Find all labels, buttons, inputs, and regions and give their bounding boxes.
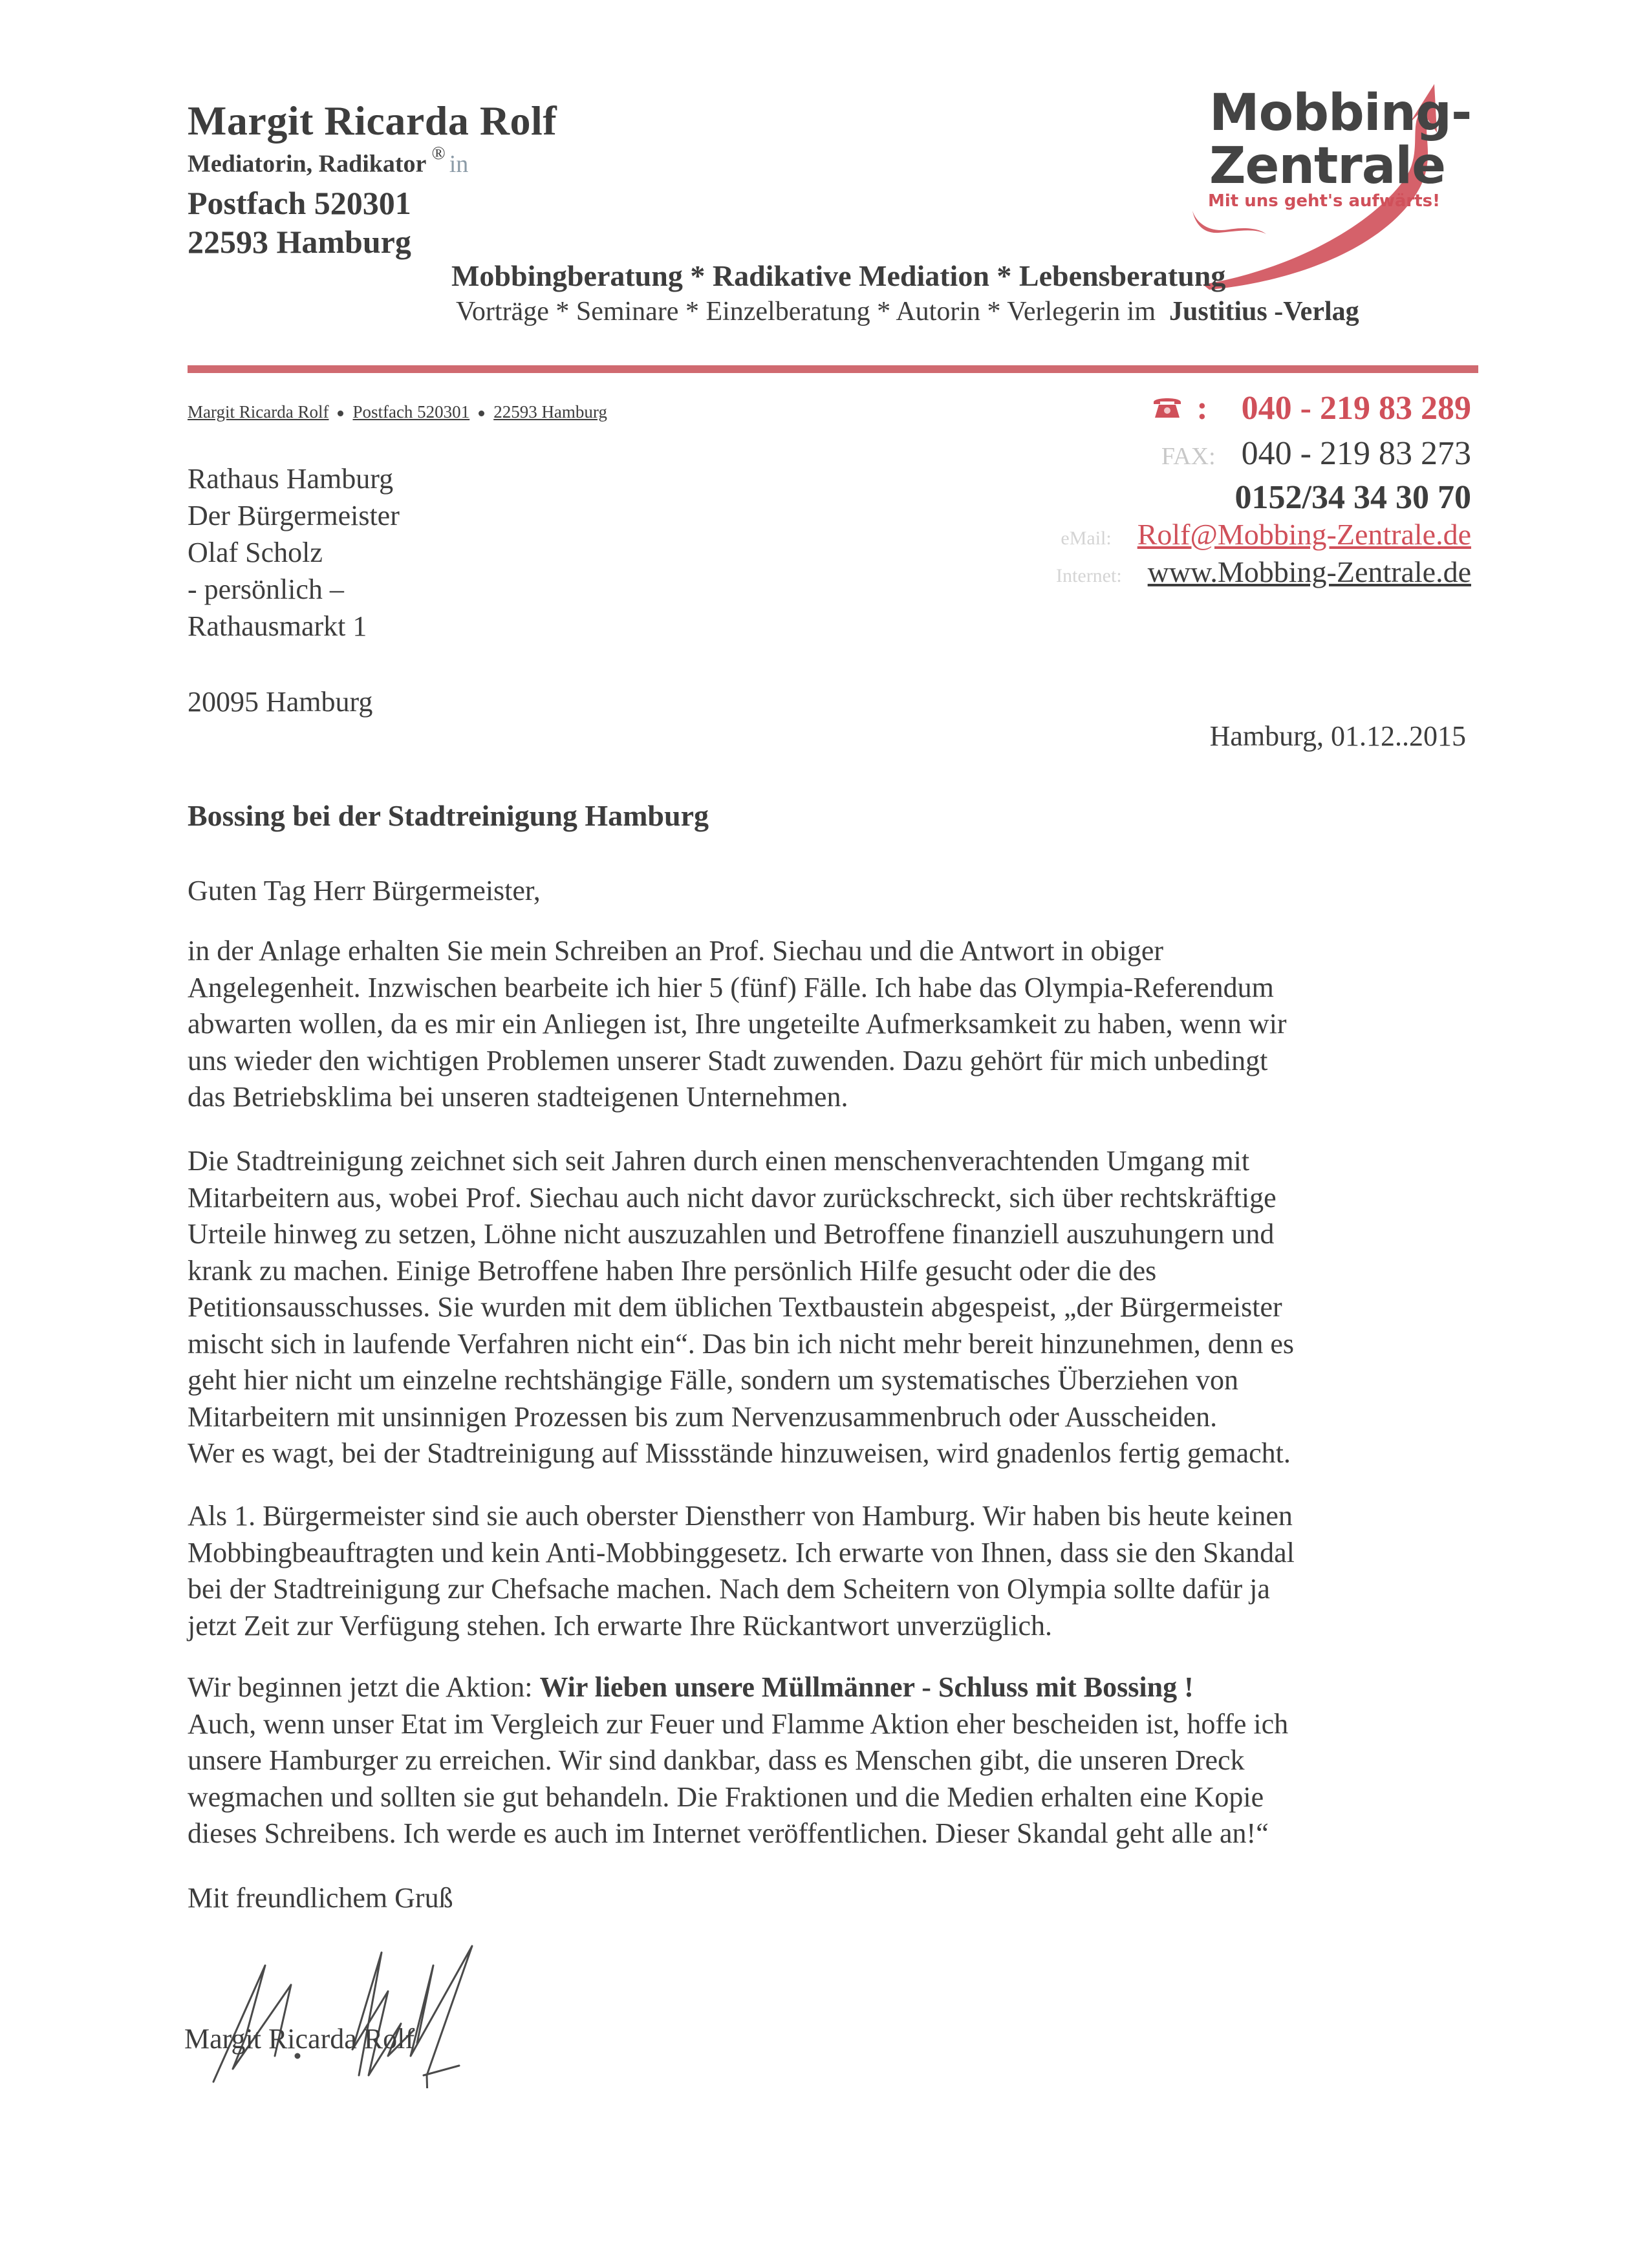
text-line: Petitionsausschusses. Sie wurden mit dem üblichen Textbaustein abgespeist, „der Bürgermeister — [188, 1291, 1282, 1323]
email-row — [1061, 517, 1471, 551]
text-line: jetzt Zeit zur Verfügung stehen. Ich erwarte Ihre Rückantwort unverzüglich. — [188, 1609, 1052, 1642]
text-line: Mitarbeitern mit unsinnigen Prozessen bis zum Nervenzusammenbruch oder Ausscheiden. — [188, 1400, 1218, 1433]
text-line: das Betriebsklima bei unseren stadteigenen Unternehmen. — [188, 1081, 848, 1113]
services-subline — [456, 296, 1359, 327]
email-label: eMail: — [1061, 528, 1112, 549]
mobile-number[interactable]: 0152/34 34 30 70 — [1234, 479, 1471, 516]
sender-city: 22593 Hamburg — [188, 224, 411, 260]
registered-mark: ® — [431, 144, 446, 164]
text-line: krank zu machen. Einige Betroffene haben Ihre persönlich Hilfe gesucht oder die des — [188, 1254, 1157, 1287]
text-line: Auch, wenn unser Etat im Vergleich zur Feuer und Flamme Aktion eher bescheiden ist, hoffe ich — [188, 1707, 1289, 1740]
phone-separator: : — [1196, 390, 1208, 427]
web-row — [1056, 555, 1471, 589]
telephone-icon — [1152, 394, 1182, 419]
letter-date: Hamburg, 01.12..2015 — [1209, 720, 1466, 752]
campaign-intro: Wir beginnen jetzt die Aktion: — [188, 1671, 540, 1703]
recipient-line: Rathaus Hamburg — [188, 463, 394, 495]
return-city: 22593 Hamburg — [493, 402, 607, 422]
phone-number[interactable]: 040 - 219 83 289 — [1241, 390, 1471, 427]
text-line: Mitarbeitern aus, wobei Prof. Siechau auch nicht davor zurückschreckt, sich über rechtskräftige — [188, 1181, 1277, 1214]
signature-icon — [194, 1927, 504, 2088]
campaign-slogan: Wir lieben unsere Müllmänner - Schluss mit Bossing ! — [539, 1671, 1194, 1703]
text-line: dieses Schreibens. Ich werde es auch im Internet veröffentlichen. Dieser Skandal geht alle an!“ — [188, 1817, 1269, 1849]
salutation: Guten Tag Herr Bürgermeister, — [188, 875, 541, 906]
text-line: in der Anlage erhalten Sie mein Schreiben an Prof. Siechau und die Antwort in obiger — [188, 935, 1164, 967]
body-paragraph-3 — [188, 1498, 1487, 1644]
body-paragraph-1 — [188, 933, 1487, 1116]
text-line: Als 1. Bürgermeister sind sie auch oberster Dienstherr von Hamburg. Wir haben bis heute keinen — [188, 1500, 1293, 1532]
return-postbox: Postfach 520301 — [352, 402, 470, 422]
web-label: Internet: — [1056, 565, 1122, 586]
body-paragraph-4 — [188, 1669, 1487, 1852]
logo-title-line1: Mobbing- — [1209, 84, 1472, 142]
logo-title-line2: Zentrale — [1209, 137, 1446, 195]
recipient-line: Der Bürgermeister — [188, 500, 400, 531]
sender-role-text: Mediatorin, Radikator — [188, 150, 427, 178]
text-line: geht hier nicht um einzelne rechtshängige Fälle, sondern um systematisches Überziehen von — [188, 1364, 1239, 1396]
sender-name: Margit Ricarda Rolf — [188, 98, 557, 144]
text-line: Urteile hinweg zu setzen, Löhne nicht auszuzahlen und Betroffene finanziell auszuhungern und — [188, 1218, 1275, 1250]
letter-subject: Bossing bei der Stadtreinigung Hamburg — [188, 799, 709, 832]
fax-label: FAX: — [1161, 443, 1216, 470]
text-line: Die Stadtreinigung zeichnet sich seit Jahren durch einen menschenverachtenden Umgang mit — [188, 1145, 1250, 1177]
closing: Mit freundlichem Gruß — [188, 1882, 453, 1914]
phone-row — [1152, 389, 1471, 427]
text-line: Angelegenheit. Inzwischen bearbeite ich hier 5 (fünf) Fälle. Ich habe das Olympia-Referendum — [188, 971, 1274, 1003]
bullet-icon — [479, 411, 484, 416]
website-link[interactable]: www.Mobbing-Zentrale.de — [1147, 555, 1471, 588]
text-line: unsere Hamburger zu erreichen. Wir sind dankbar, dass es Menschen gibt, die unseren Dreck — [188, 1744, 1245, 1776]
services-list: Vorträge * Seminare * Einzelberatung * Autorin * Verlegerin im — [456, 297, 1156, 326]
body-paragraph-2 — [188, 1143, 1487, 1472]
recipient-line: Rathausmarkt 1 — [188, 610, 367, 642]
publisher-name: Justitius -Verlag — [1169, 297, 1359, 326]
email-link[interactable]: Rolf@Mobbing-Zentrale.de — [1137, 518, 1471, 551]
text-line: abwarten wollen, da es mir ein Anliegen ist, Ihre ungeteilte Aufmerksamkeit zu haben, wenn wir — [188, 1008, 1287, 1040]
text-line: wegmachen und sollten sie gut behandeln. Die Fraktionen und die Medien erhalten eine Kopie — [188, 1781, 1264, 1813]
logo-tagline: Mit uns geht's aufwärts! — [1208, 191, 1440, 211]
recipient-zip-city: 20095 Hamburg — [188, 686, 373, 718]
text-line — [188, 1669, 1487, 1706]
services-line: Mobbingberatung * Radikative Mediation * Lebensberatung — [451, 259, 1226, 292]
fax-row — [1161, 434, 1471, 473]
return-name: Margit Ricarda Rolf — [188, 402, 329, 422]
recipient-address — [188, 460, 400, 645]
recipient-line: - persönlich – — [188, 573, 344, 605]
text-line: mischt sich in laufende Verfahren nicht ein“. Das bin ich nicht mehr bereit hinzunehmen, denn es — [188, 1327, 1294, 1360]
text-line: Mobbingbeauftragten und kein Anti-Mobbinggesetz. Ich erwarte von Ihnen, dass sie den Skandal — [188, 1536, 1295, 1568]
recipient-line: Olaf Scholz — [188, 537, 323, 568]
header-divider — [188, 365, 1478, 373]
text-line: bei der Stadtreinigung zur Chefsache machen. Nach dem Scheitern von Olympia sollte dafür ja — [188, 1573, 1270, 1605]
return-address — [188, 402, 607, 422]
sender-role — [188, 144, 469, 178]
text-line: Wer es wagt, bei der Stadtreinigung auf Missstände hinzuweisen, wird gnadenlos fertig gemacht. — [188, 1437, 1291, 1469]
signer-name: Margit Ricarda Rolf — [184, 2023, 415, 2055]
sender-role-suffix: in — [449, 150, 469, 178]
fax-number: 040 - 219 83 273 — [1241, 435, 1471, 472]
bullet-icon — [338, 411, 343, 416]
sender-postbox: Postfach 520301 — [188, 185, 411, 221]
text-line: uns wieder den wichtigen Problemen unserer Stadt zuwenden. Dazu gehört für mich unbedingt — [188, 1044, 1268, 1076]
